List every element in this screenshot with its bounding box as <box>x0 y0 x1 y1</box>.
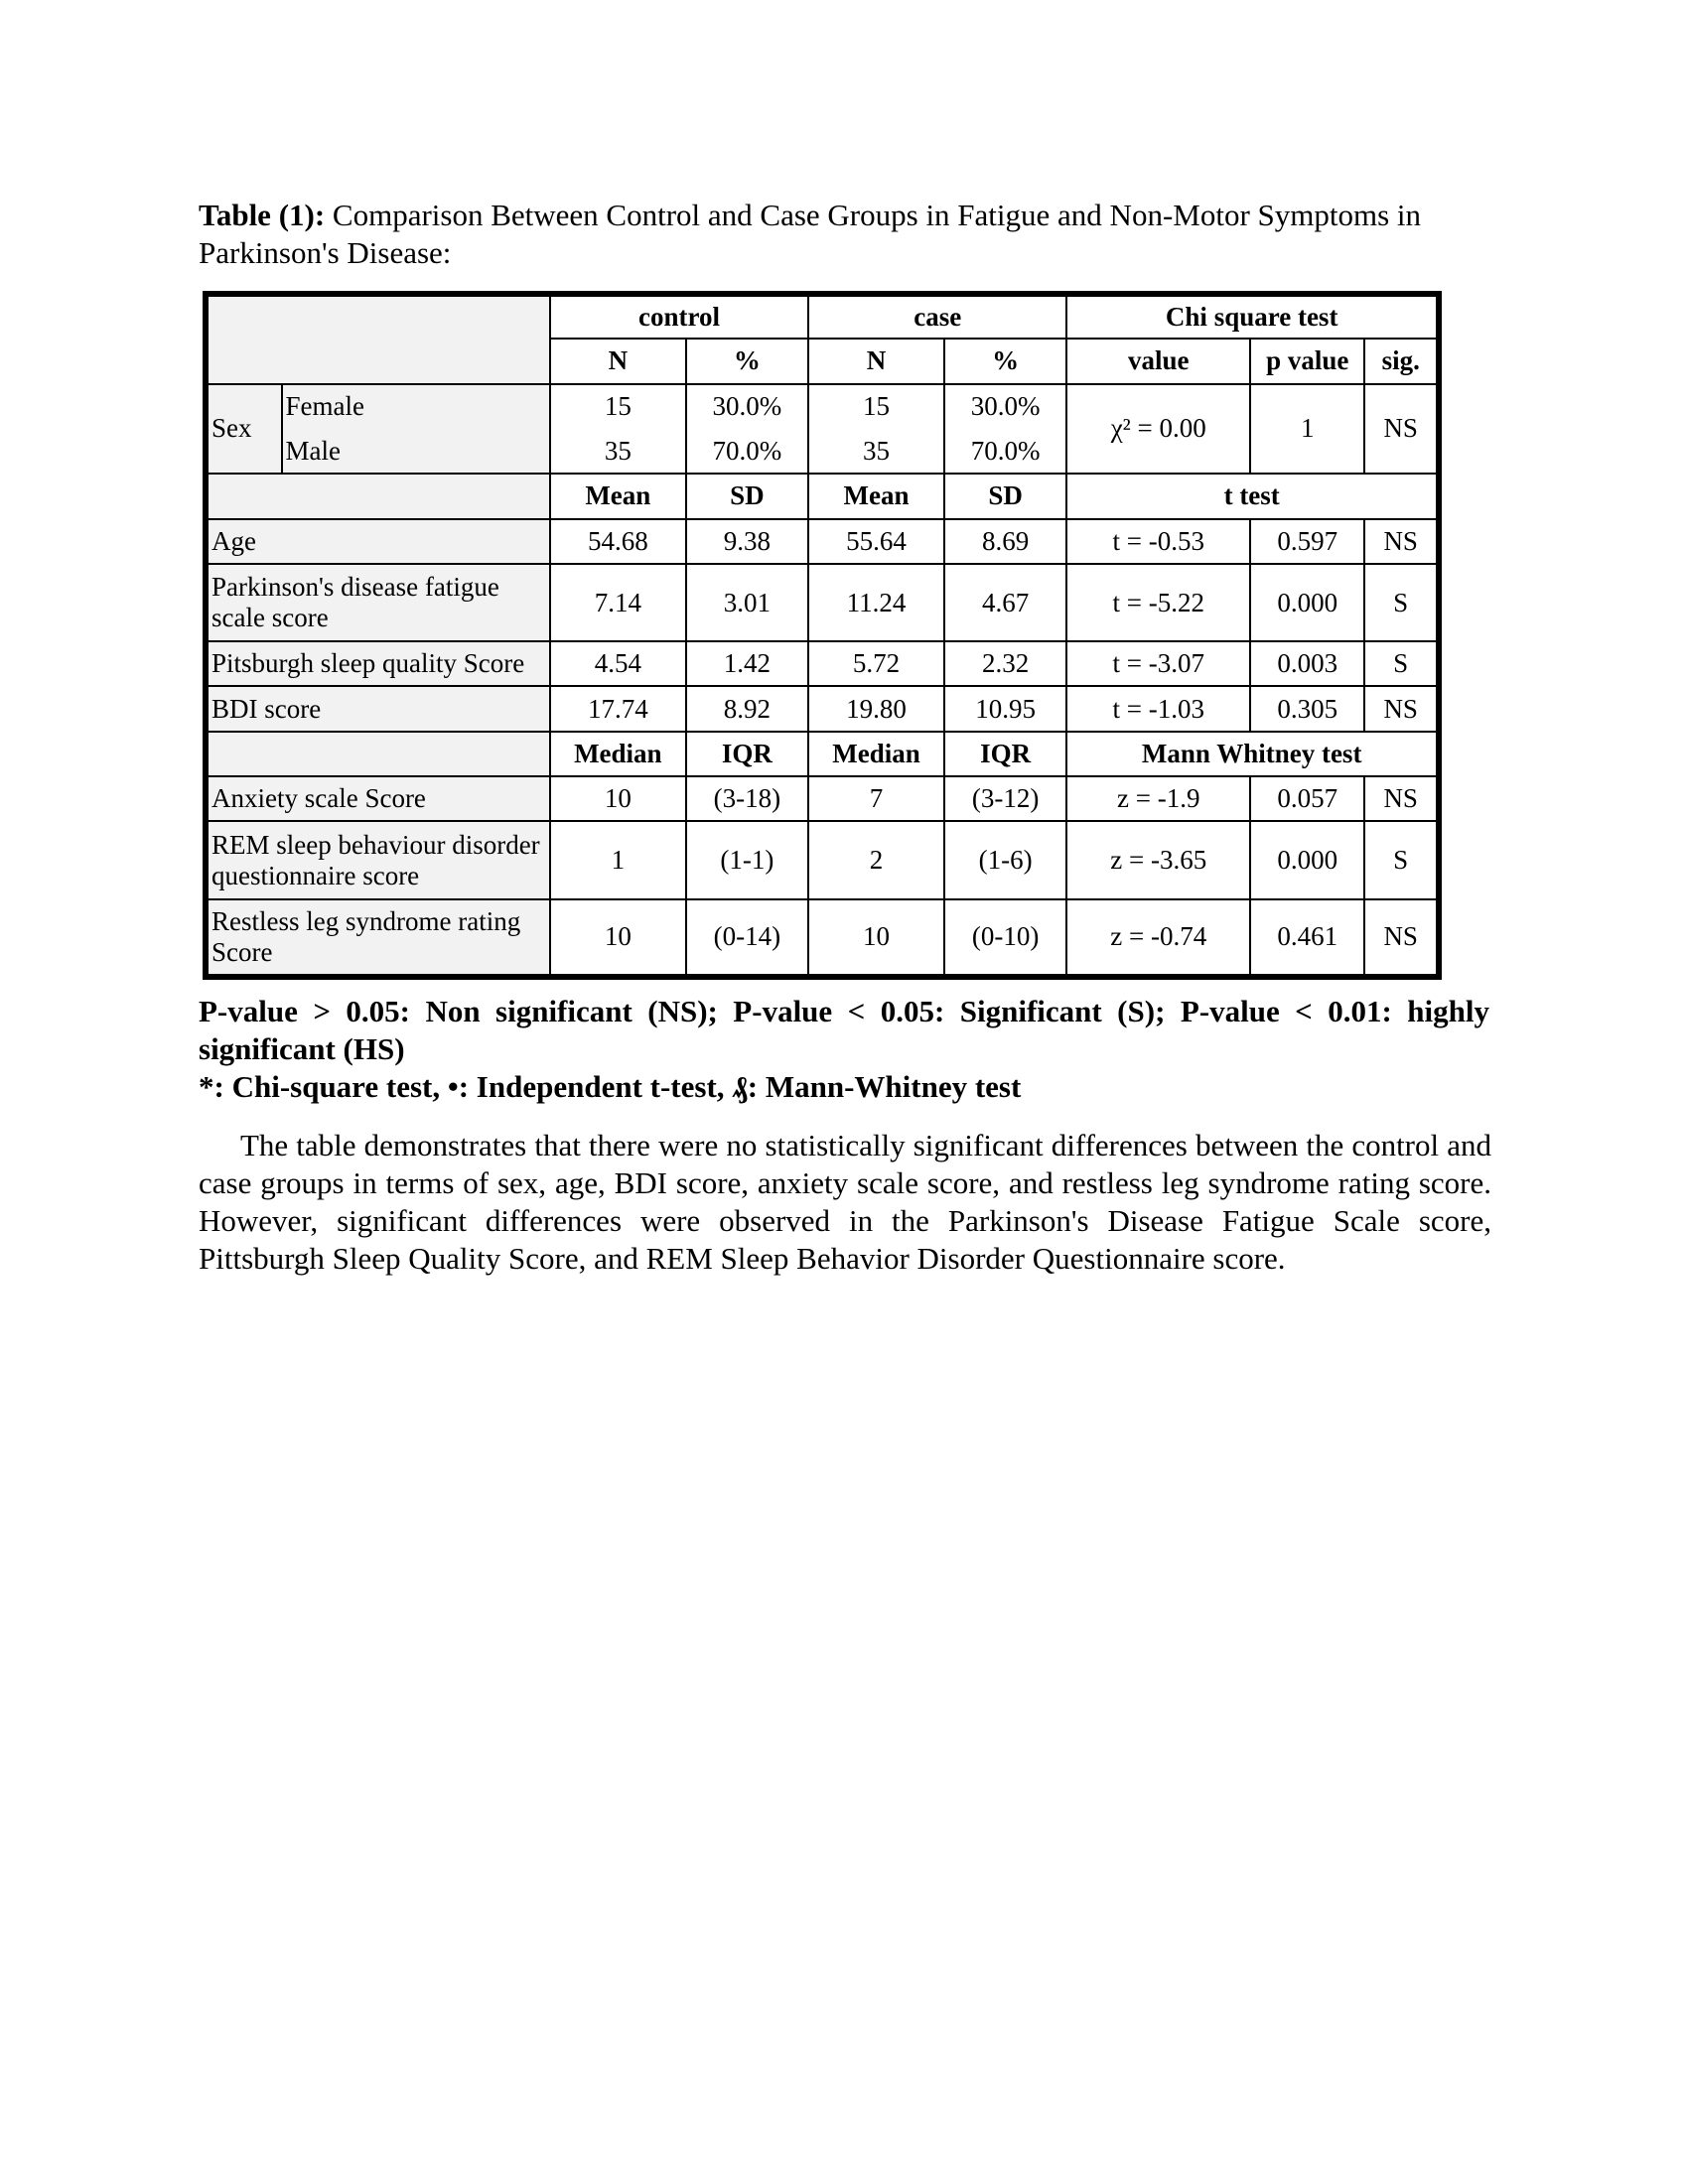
control-median: 10 <box>550 776 686 821</box>
p-value: 0.597 <box>1250 519 1364 564</box>
test-value: z = -1.9 <box>1066 776 1250 821</box>
table-header-row-groups <box>206 294 1439 339</box>
mean-header-blank <box>206 474 550 518</box>
header-case-n: N <box>808 339 944 383</box>
control-median: 1 <box>550 821 686 898</box>
case-mean: 5.72 <box>808 641 944 686</box>
header-control-pct: % <box>686 339 808 383</box>
sex-chi-value: χ² = 0.00 <box>1066 384 1250 475</box>
control-sd: 3.01 <box>686 564 808 641</box>
p-value: 0.000 <box>1250 564 1364 641</box>
female-control-n: 15 <box>550 384 686 429</box>
header-control: control <box>550 294 808 339</box>
table-caption-text: Comparison Between Control and Case Groups in Fatigue and Non-Motor Symptoms in Parkinson's Disease: <box>199 198 1422 270</box>
legend-tests: *: Chi-square test, •: Independent t-test, ₰: Mann-Whitney test <box>199 1069 1022 1104</box>
control-median: 10 <box>550 899 686 977</box>
p-value: 0.057 <box>1250 776 1364 821</box>
p-value: 0.461 <box>1250 899 1364 977</box>
table-row <box>206 564 1439 641</box>
male-label: Male <box>282 429 550 474</box>
control-iqr: (3-18) <box>686 776 808 821</box>
test-value: t = -5.22 <box>1066 564 1250 641</box>
test-value: z = -0.74 <box>1066 899 1250 977</box>
sig: S <box>1364 564 1439 641</box>
header-control-iqr: IQR <box>686 732 808 776</box>
male-control-pct: 70.0% <box>686 429 808 474</box>
table-row-sex-female <box>206 384 1439 429</box>
case-sd: 2.32 <box>944 641 1066 686</box>
control-sd: 8.92 <box>686 686 808 731</box>
case-sd: 10.95 <box>944 686 1066 731</box>
header-chi-square-test: Chi square test <box>1066 294 1439 339</box>
header-case-pct: % <box>944 339 1066 383</box>
header-control-mean: Mean <box>550 474 686 518</box>
sig: NS <box>1364 519 1439 564</box>
sig: S <box>1364 641 1439 686</box>
test-value: t = -3.07 <box>1066 641 1250 686</box>
table-header-row-median <box>206 732 1439 776</box>
male-control-n: 35 <box>550 429 686 474</box>
case-median: 2 <box>808 821 944 898</box>
sex-p-value: 1 <box>1250 384 1364 475</box>
body-paragraph <box>199 1127 1491 1278</box>
header-control-median: Median <box>550 732 686 776</box>
header-sig: sig. <box>1364 339 1439 383</box>
case-iqr: (3-12) <box>944 776 1066 821</box>
case-mean: 11.24 <box>808 564 944 641</box>
header-case-mean: Mean <box>808 474 944 518</box>
sex-sig: NS <box>1364 384 1439 475</box>
sig: NS <box>1364 899 1439 977</box>
control-iqr: (1-1) <box>686 821 808 898</box>
table-legend <box>199 993 1489 1106</box>
median-header-blank <box>206 732 550 776</box>
row-label: Age <box>206 519 550 564</box>
p-value: 0.305 <box>1250 686 1364 731</box>
header-case-median: Median <box>808 732 944 776</box>
test-value: t = -0.53 <box>1066 519 1250 564</box>
p-value: 0.000 <box>1250 821 1364 898</box>
header-case-sd: SD <box>944 474 1066 518</box>
p-value: 0.003 <box>1250 641 1364 686</box>
case-sd: 8.69 <box>944 519 1066 564</box>
male-case-pct: 70.0% <box>944 429 1066 474</box>
table-row <box>206 686 1439 731</box>
male-case-n: 35 <box>808 429 944 474</box>
header-p-value: p value <box>1250 339 1364 383</box>
table-header-row-mean <box>206 474 1439 518</box>
header-control-sd: SD <box>686 474 808 518</box>
table-row <box>206 776 1439 821</box>
table-caption <box>199 197 1489 272</box>
female-label: Female <box>282 384 550 429</box>
control-mean: 7.14 <box>550 564 686 641</box>
table-row <box>206 899 1439 977</box>
header-t-test: t test <box>1066 474 1439 518</box>
header-mann-whitney-test: Mann Whitney test <box>1066 732 1439 776</box>
female-control-pct: 30.0% <box>686 384 808 429</box>
table-corner-cell <box>206 294 550 384</box>
case-iqr: (1-6) <box>944 821 1066 898</box>
test-value: t = -1.03 <box>1066 686 1250 731</box>
row-label: Restless leg syndrome rating Score <box>206 899 550 977</box>
test-value: z = -3.65 <box>1066 821 1250 898</box>
sig: S <box>1364 821 1439 898</box>
row-label: REM sleep behaviour disorder questionnaire score <box>206 821 550 898</box>
table-row <box>206 641 1439 686</box>
header-case-iqr: IQR <box>944 732 1066 776</box>
body-paragraph-text: The table demonstrates that there were no statistically significant differences between the control and case groups in terms of sex, age, BDI score, anxiety scale score, and restless leg syndrome rating score. However, significant differences were observed in the Parkinson's Disease Fatigue Scale score, Pittsburgh Sleep Quality Score, and REM Sleep Behavior Disorder Questionnaire score. <box>199 1128 1491 1276</box>
female-case-n: 15 <box>808 384 944 429</box>
sex-label: Sex <box>206 384 282 475</box>
table-caption-label: Table (1): <box>199 198 326 232</box>
sig: NS <box>1364 776 1439 821</box>
case-mean: 19.80 <box>808 686 944 731</box>
case-mean: 55.64 <box>808 519 944 564</box>
case-median: 10 <box>808 899 944 977</box>
sig: NS <box>1364 686 1439 731</box>
comparison-table <box>203 291 1442 980</box>
control-sd: 1.42 <box>686 641 808 686</box>
female-case-pct: 30.0% <box>944 384 1066 429</box>
case-sd: 4.67 <box>944 564 1066 641</box>
case-iqr: (0-10) <box>944 899 1066 977</box>
row-label: Parkinson's disease fatigue scale score <box>206 564 550 641</box>
row-label: Anxiety scale Score <box>206 776 550 821</box>
table-row <box>206 519 1439 564</box>
case-median: 7 <box>808 776 944 821</box>
control-sd: 9.38 <box>686 519 808 564</box>
control-mean: 17.74 <box>550 686 686 731</box>
table-row <box>206 821 1439 898</box>
legend-significance: P-value > 0.05: Non significant (NS); P-value < 0.05: Significant (S); P-value < 0.01: highly significant (HS) <box>199 994 1489 1066</box>
header-value: value <box>1066 339 1250 383</box>
row-label: Pitsburgh sleep quality Score <box>206 641 550 686</box>
header-control-n: N <box>550 339 686 383</box>
control-mean: 4.54 <box>550 641 686 686</box>
control-iqr: (0-14) <box>686 899 808 977</box>
control-mean: 54.68 <box>550 519 686 564</box>
header-case: case <box>808 294 1066 339</box>
row-label: BDI score <box>206 686 550 731</box>
